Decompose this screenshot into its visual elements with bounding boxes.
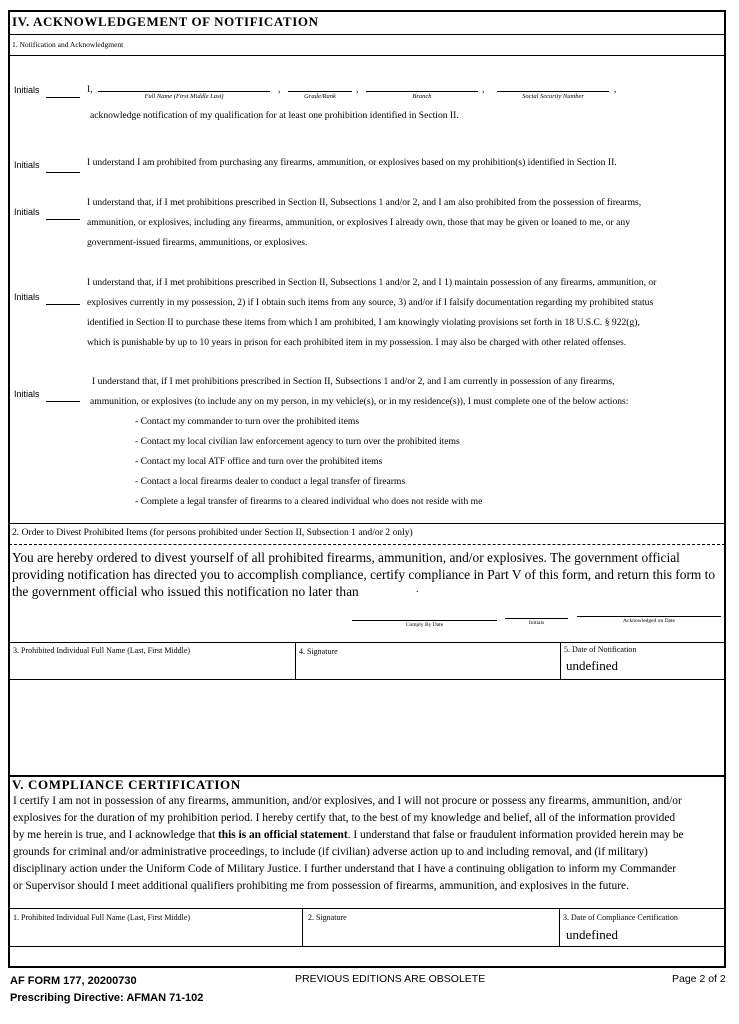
section-v-heading: V. COMPLIANCE CERTIFICATION: [12, 777, 241, 792]
divider: [9, 908, 725, 909]
acknowledged-on-caption: Acknowledged on Date: [623, 618, 675, 624]
cert-date-label: 3. Date of Compliance Certification: [563, 913, 678, 922]
statement-3-line: ammunition, or explosives, including any firearms, ammunition, or explosives I already own, those that may be given or loaned to me, or any: [87, 217, 630, 228]
comma: ,: [482, 84, 485, 95]
statement-5-line: ammunition, or explosives (to include any on my person, in my vehicle(s), or in my residence(s)), I must complete one of the below actions:: [90, 396, 629, 407]
comma: ,: [614, 84, 617, 95]
statement-4-line: identified in Section II to purchase these items from which I am prohibited, I am knowingly violating provisions set forth in 18 U.S.C. § 922(g),: [87, 317, 640, 328]
cert-line: explosives for the duration of my prohibition period. I hereby certify that, to the best of my knowledge and belief, all of the information provided: [13, 812, 676, 824]
action-item: - Contact a local firearms dealer to conduct a legal transfer of firearms: [135, 476, 406, 487]
obsolete-notice: PREVIOUS EDITIONS ARE OBSOLETE: [295, 973, 486, 985]
statement-4-line: explosives currently in my possession, 2) if I obtain such items from any source, 3) and/or if I falsify documentation regarding my prohibited status: [87, 297, 654, 308]
initials-field-2[interactable]: [46, 172, 80, 173]
full-name-caption: Full Name (First Middle Last): [144, 93, 224, 100]
notification-date-label: 5. Date of Notification: [564, 645, 637, 654]
page-number: Page 2 of 2: [672, 973, 726, 985]
comma: ,: [356, 84, 359, 95]
grade-rank-caption: Grade/Rank: [304, 93, 336, 100]
divider: [9, 55, 725, 56]
initials-field-3[interactable]: [46, 219, 80, 220]
initials-field-4[interactable]: [46, 304, 80, 305]
statement-2: I understand I am prohibited from purchasing any firearms, ammunition, or explosives based on my prohibition(s) identified in Section II.: [87, 157, 617, 168]
dashed-divider: [9, 544, 725, 545]
form-frame: [8, 10, 726, 968]
cert-line: disciplinary action under the Uniform Code of Military Justice. I further understand that I have a continuing obligation to inform my Commander: [13, 863, 677, 875]
statement-4-line: which is punishable by up to 10 years in prison for each prohibited item in my possession. I may also be charged with other related offenses.: [87, 337, 627, 348]
action-item: - Contact my local ATF office and turn over the prohibited items: [135, 456, 383, 467]
statement-3-line: I understand that, if I met prohibitions prescribed in Section II, Subsections 1 and/or 2, and I am also prohibited from the possession of firearms,: [87, 197, 642, 208]
form-number: AF FORM 177, 20200730: [10, 975, 137, 987]
statement-3-line: government-issued firearms, ammunitions, or explosives.: [87, 237, 308, 248]
order-line: the government official who issued this notification no later than: [12, 584, 359, 599]
branch-field[interactable]: [366, 91, 478, 92]
notification-date-value[interactable]: undefined: [566, 658, 618, 673]
action-item: - Contact my commander to turn over the prohibited items: [135, 416, 360, 427]
order-initials-field[interactable]: [505, 618, 568, 619]
official-statement: this is an official statement: [217, 829, 348, 841]
branch-caption: Branch: [412, 93, 432, 100]
divider: [9, 34, 725, 35]
item2-label: 2. Order to Divest Prohibited Items (for persons prohibited under Section II, Subsection 1 and/or 2 only): [12, 527, 413, 538]
action-item: - Contact my local civilian law enforcement agency to turn over the prohibited items: [135, 436, 460, 447]
initials-field-1[interactable]: [46, 97, 80, 98]
order-line: You are hereby ordered to divest yourself of all prohibited firearms, ammunition, and/or explosives. The government official: [12, 550, 680, 565]
initials-label: Initials: [14, 85, 40, 95]
order-initials-caption: Initials: [528, 620, 545, 626]
order-period: .: [416, 584, 419, 595]
cert-line3-pre: by me herein is true, and I acknowledge that: [13, 829, 218, 841]
signature-label: 4. Signature: [299, 647, 338, 656]
divider: [559, 908, 560, 946]
action-item: - Complete a legal transfer of firearms to a cleared individual who does not reside with me: [135, 496, 483, 507]
initials-label: Initials: [14, 160, 40, 170]
full-name-field[interactable]: [98, 91, 270, 92]
cert-line3-post: . I understand that false or fraudulent information provided herein may be: [347, 829, 684, 841]
cert-line: or Supervisor should I meet additional qualifiers prohibiting me from possession of firearms, ammunition, and explosives in the future.: [13, 880, 629, 892]
divider: [9, 523, 725, 524]
initials-label: Initials: [14, 292, 40, 302]
cert-line: grounds for criminal and/or administrative proceedings, to include (if civilian) adverse action up to and including removal, and (if military): [13, 846, 648, 858]
item1-label: 1. Notification and Acknowledgment: [12, 40, 124, 49]
comply-by-caption: Comply By Date: [405, 622, 444, 628]
grade-rank-field[interactable]: [288, 91, 352, 92]
divider: [302, 908, 303, 946]
section-iv-heading: IV. ACKNOWLEDGEMENT OF NOTIFICATION: [12, 14, 319, 29]
cert-date-value[interactable]: undefined: [566, 927, 618, 942]
ssn-caption: Social Security Number: [522, 93, 584, 100]
divider: [9, 679, 725, 680]
initials-label: Initials: [14, 389, 40, 399]
acknowledged-on-field[interactable]: [577, 616, 721, 617]
statement-5-line: I understand that, if I met prohibitions prescribed in Section II, Subsections 1 and/or 2, and I am currently in possession of any firearms,: [92, 376, 615, 387]
field3-label: 3. Prohibited Individual Full Name (Last, First Middle): [13, 646, 191, 655]
cert-line: [13, 829, 684, 841]
statement-4-line: I understand that, if I met prohibitions prescribed in Section II, Subsections 1 and/or 2, and I 1) maintain possession of any firearms, ammunition, or: [87, 277, 657, 288]
cert-signature-label: 2. Signature: [308, 913, 347, 922]
initials-field-5[interactable]: [46, 401, 80, 402]
prescribing-directive: Prescribing Directive: AFMAN 71-102: [10, 992, 204, 1004]
ssn-field[interactable]: [497, 91, 609, 92]
ack-prefix: I,: [87, 84, 93, 95]
initials-label: Initials: [14, 207, 40, 217]
ack-statement: acknowledge notification of my qualification for at least one prohibition identified in Section II.: [90, 110, 459, 121]
cert-name-label: 1. Prohibited Individual Full Name (Last, First Middle): [13, 913, 191, 922]
divider: [560, 642, 561, 679]
comma: ,: [278, 84, 281, 95]
order-line: providing notification has directed you to accomplish compliance, certify compliance in Part V of this form, and return this form to: [12, 567, 716, 582]
cert-line: I certify I am not in possession of any firearms, ammunition, and/or explosives, and I will not procure or possess any firearms, ammunition, and/or: [13, 795, 682, 807]
comply-by-date-field[interactable]: [352, 620, 497, 621]
divider: [9, 946, 725, 947]
